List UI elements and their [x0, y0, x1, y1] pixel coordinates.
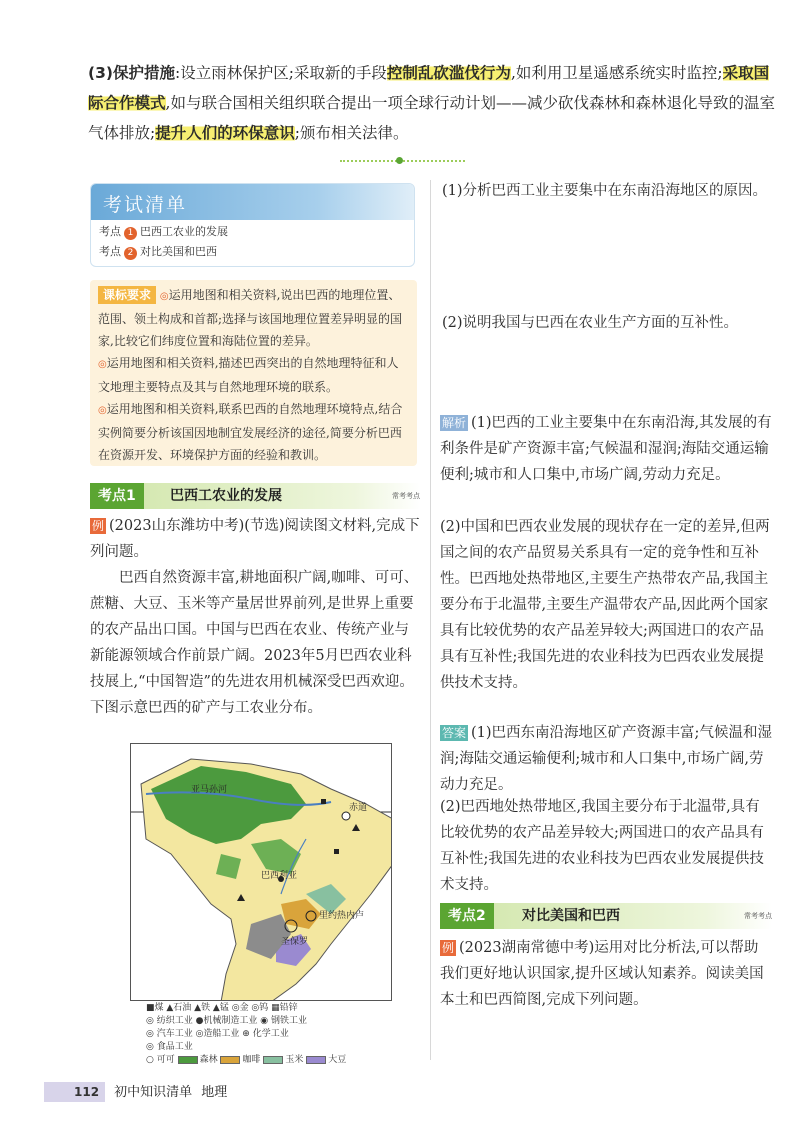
measures-label: (3)保护措施 [88, 64, 175, 82]
text-segment: ;颁布相关法律。 [294, 124, 409, 142]
exam-point-text: 巴西工农业的发展 [140, 225, 228, 238]
frequency-label: 常考考点 [744, 912, 772, 920]
question-1: (1)分析巴西工业主要集中在东南沿海地区的原因。 [442, 183, 768, 199]
legend-minerals: ■煤 ▲石油 ▲铁 ▲锰 ◎金 ◎钨 ▦铅锌 [146, 1003, 298, 1013]
map-legend [146, 1002, 386, 1067]
exam-prefix: 考点 [99, 225, 121, 238]
number-badge: 2 [124, 247, 137, 260]
coffee-swatch [220, 1056, 240, 1064]
legend-coffee: 咖啡 [242, 1055, 261, 1065]
requirements-tag: 课标要求 [98, 286, 156, 304]
requirement-text: 运用地图和相关资料,说出巴西的地理位置、范围、领土构成和首都;选择与该国地理位置差异明显的国家,比较它们纬度位置和海陆位置的差异。 [98, 288, 403, 348]
amazon-label: 亚马孙河 [191, 785, 228, 795]
kp-title: 对比美国和巴西 [522, 908, 620, 924]
exam-list-title: 考试清单 [91, 184, 414, 220]
legend-cocoa: ○ 可可 [146, 1055, 175, 1065]
forest-swatch [178, 1056, 198, 1064]
curriculum-requirements [90, 280, 417, 466]
text-segment: :设立雨林保护区;采取新的手段 [174, 64, 387, 82]
bullet-icon: ◎ [159, 291, 169, 302]
equator-label: 赤道 [349, 803, 368, 813]
example-1-body: 巴西自然资源丰富,耕地面积广阔,咖啡、可可、蔗糖、大豆、玉米等产量居世界前列,是世界上重要的农产品出口国。中国与巴西在农业、传统产业与新能源领域合作前景广阔。2023年5月巴西农业科技展上,“中国智造”的先进农用机械深受巴西欢迎。下图示意巴西的矿产与工农业分布。 [90, 570, 419, 716]
page-footer [44, 1081, 244, 1103]
analysis-tag: 解析 [442, 416, 467, 430]
example-text: (2023湖南常德中考)运用对比分析法,可以帮助我们更好地认识国家,提升区域认知素养。阅读美国本土和巴西简图,完成下列问题。 [440, 940, 764, 1008]
example-intro: (2023山东潍坊中考)(节选)阅读图文材料,完成下列问题。 [90, 518, 420, 560]
legend-industry-1: ◎ 纺织工业 ●机械制造工业 ◉ 钢铁工业 [146, 1016, 308, 1026]
subject-label: 地理 [201, 1085, 228, 1100]
legend-industry-3: ◎ 食品工业 [146, 1042, 193, 1052]
question-2: (2)说明我国与巴西在农业生产方面的互补性。 [442, 315, 739, 331]
exam-point-1 [91, 220, 414, 240]
legend-forest: 森林 [199, 1055, 218, 1065]
analysis-2: (2)中国和巴西农业发展的现状存在一定的差异,但两国之间的农产品贸易关系具有一定的竞争性和互补性。巴西地处热带地区,主要生产热带农产品,我国主要分布于北温带,主要生产温带农产品,因此两个国家具有比较优势的农产品差异较大;两国进口的农产品具有互补性;我国先进的农业科技为巴西农业发展提供技术支持。 [440, 519, 770, 691]
requirement-text: 运用地图和相关资料,描述巴西突出的自然地理特征和人文地理主要特点及其与自然地理环境的联系。 [98, 356, 399, 394]
highlight-text: 采取国际合作模式 [88, 63, 770, 112]
exam-point-text: 对比美国和巴西 [140, 245, 217, 258]
legend-crops [146, 1054, 386, 1067]
analysis-text: (1)巴西的工业主要集中在东南沿海,其发展的有利条件是矿产资源丰富;气候温和湿润;海陆交通运输便利;城市和人口集中,市场广阔,劳动力充足。 [440, 415, 772, 483]
answer-1 [440, 720, 772, 798]
answer-2: (2)巴西地处热带地区,我国主要分布于北温带,具有比较优势的农产品差异较大;两国进口的农产品具有互补性;我国先进的农业科技为巴西农业发展提供技术支持。 [440, 799, 764, 893]
rio-label: 里约热内卢 [319, 911, 365, 921]
text-segment: ,如与联合国相关组织联合提出一项全球行动计划——减少砍伐森林和森林退化导致的温室气体排放; [88, 94, 775, 142]
highlight-text: 提升人们的环保意识 [155, 123, 295, 142]
exam-list-box [90, 183, 415, 267]
exam-point-2 [91, 240, 414, 260]
example-2 [440, 935, 772, 1013]
example-tag: 例 [92, 519, 105, 533]
book-title: 初中知识清单 [114, 1085, 193, 1100]
answer-text: (1)巴西东南沿海地区矿产资源丰富;气候温和湿润;海陆交通运输便利;城市和人口集中,市场广阔,劳动力充足。 [440, 725, 772, 793]
saopaulo-label: 圣保罗 [281, 937, 309, 947]
highlight-text: 控制乱砍滥伐行为 [386, 63, 511, 82]
protection-measures-paragraph [88, 58, 778, 148]
analysis-1 [440, 410, 772, 488]
legend-maize: 玉米 [285, 1055, 304, 1065]
exam-prefix: 考点 [99, 245, 121, 258]
legend-industry-2: ◎ 汽车工业 ◎造船工业 ⊕ 化学工业 [146, 1029, 289, 1039]
exam-point-2-header [440, 903, 772, 929]
section-divider [340, 160, 465, 166]
kp-tag: 考点1 [90, 483, 144, 509]
bullet-icon: ◎ [98, 359, 107, 370]
bullet-icon: ◎ [98, 405, 107, 416]
number-badge: 1 [124, 227, 137, 240]
answer-tag: 答案 [442, 726, 467, 740]
maize-swatch [263, 1056, 283, 1064]
brasilia-label: 巴西利亚 [261, 871, 298, 881]
column-divider [430, 180, 431, 1060]
requirement-text: 运用地图和相关资料,联系巴西的自然地理环境特点,结合实例简要分析该国因地制宜发展经济的途径,简要分析巴西在资源开发、环境保护方面的经验和教训。 [98, 402, 403, 462]
example-1 [90, 513, 420, 565]
exam-point-1-header [90, 483, 420, 509]
page-number: 112 [44, 1082, 105, 1102]
kp-title: 巴西工农业的发展 [170, 488, 282, 504]
example-tag: 例 [442, 941, 455, 955]
frequency-label: 常考考点 [392, 492, 420, 500]
soybean-swatch [306, 1056, 326, 1064]
kp-tag: 考点2 [440, 903, 494, 929]
text-segment: ,如利用卫星遥感系统实时监控; [510, 64, 723, 82]
brazil-map [130, 743, 392, 1001]
legend-soybean: 大豆 [328, 1055, 347, 1065]
